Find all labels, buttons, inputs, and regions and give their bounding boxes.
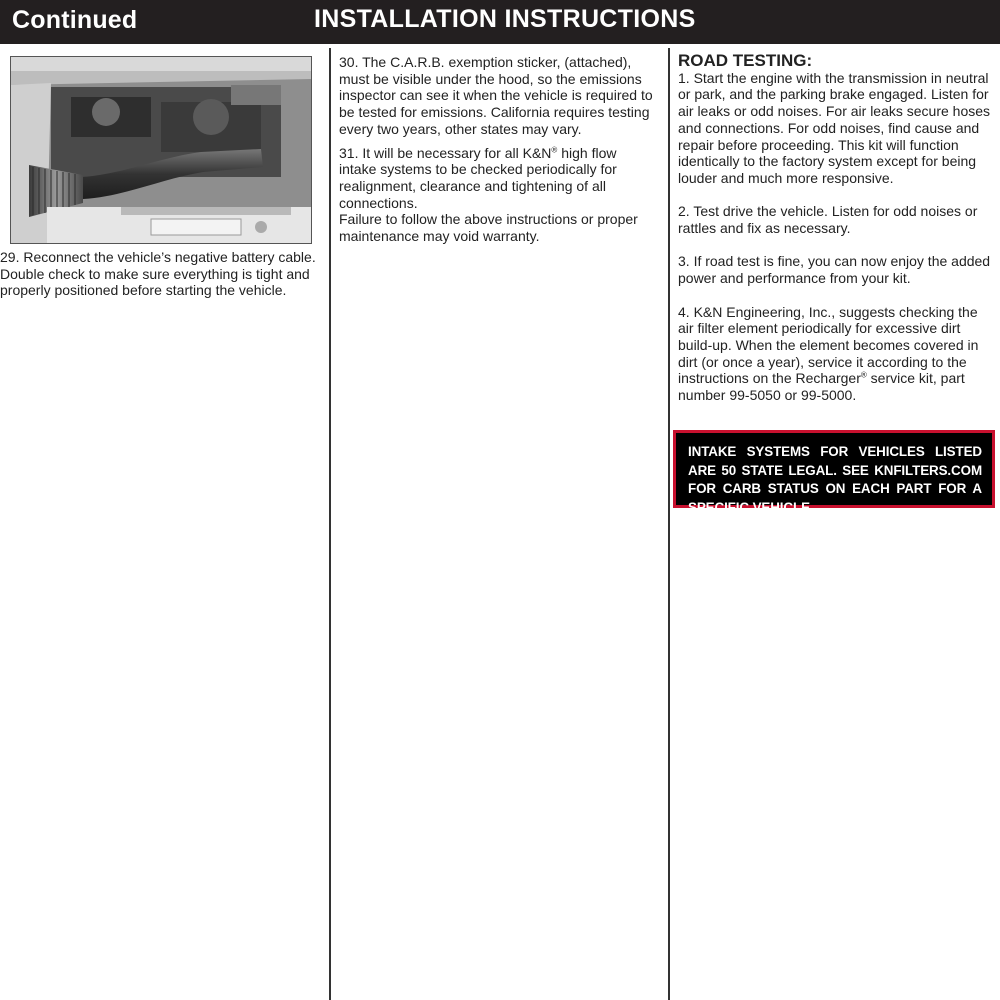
column-2	[339, 54, 657, 245]
item-4-start: 4. K&N Engineering, Inc., suggests checking the air filter element periodically for excessive dirt build-up. When the element becomes covered in dirt (or once a year), service it according to the instructions on the Recharger	[678, 303, 979, 387]
continued-label: Continued	[12, 6, 138, 34]
road-testing-heading: ROAD TESTING:	[678, 51, 813, 70]
road-test-item-3: 3. If road test is fine, you can now enjoy the added power and performance from your kit.	[678, 253, 991, 287]
registered-mark: ®	[551, 144, 558, 154]
column-divider-2	[668, 48, 670, 1000]
item-4-end: service kit, part number 99-5050 or 99-5000.	[678, 370, 965, 404]
column-1	[0, 249, 318, 299]
carb-notice-text: INTAKE SYSTEMS FOR VEHICLES LISTED ARE 50 STATE LEGAL. SEE KNFILTERS.COM FOR CARB STATUS ON EACH PART FOR A SPECIFIC VEHICLE.	[676, 433, 992, 505]
road-test-item-2: 2. Test drive the vehicle. Listen for odd noises or rattles and fix as necessary.	[678, 203, 978, 237]
step-31-end: high flow intake systems to be checked periodically for realignment, clearance and tightening of all connections.	[339, 144, 617, 211]
warranty-note: Failure to follow the above instructions or proper maintenance may void warranty.	[339, 211, 638, 245]
column-divider-1	[329, 48, 331, 1000]
step-30-text: 30. The C.A.R.B. exemption sticker, (attached), must be visible under the hood, so the emissions inspector can see it when the vehicle is required to be tested for emissions. California requires testing every two years, other states may vary.	[339, 54, 653, 137]
carb-legal-notice	[673, 430, 995, 515]
step-31-start: 31. It will be necessary for all K&N	[339, 144, 552, 161]
engine-bay-photo	[10, 56, 312, 244]
road-test-item-1: 1. Start the engine with the transmission in neutral or park, and the parking brake engaged. Listen for air leaks or odd noises. For air leaks secure hoses and connections. For odd noises, find cause and repair before proceeding. This kit will function identically to the factory system except for being louder and much more responsive.	[678, 69, 991, 186]
page-header	[0, 0, 1000, 44]
column-3	[678, 53, 996, 404]
registered-mark: ®	[860, 370, 867, 380]
step-31-text	[339, 145, 657, 212]
step-29-text: 29. Reconnect the vehicle’s negative battery cable. Double check to make sure everything is tight and properly positioned before starting the vehicle.	[0, 249, 316, 299]
road-test-item-4	[678, 304, 996, 404]
page-title: INSTALLATION INSTRUCTIONS	[314, 5, 696, 33]
